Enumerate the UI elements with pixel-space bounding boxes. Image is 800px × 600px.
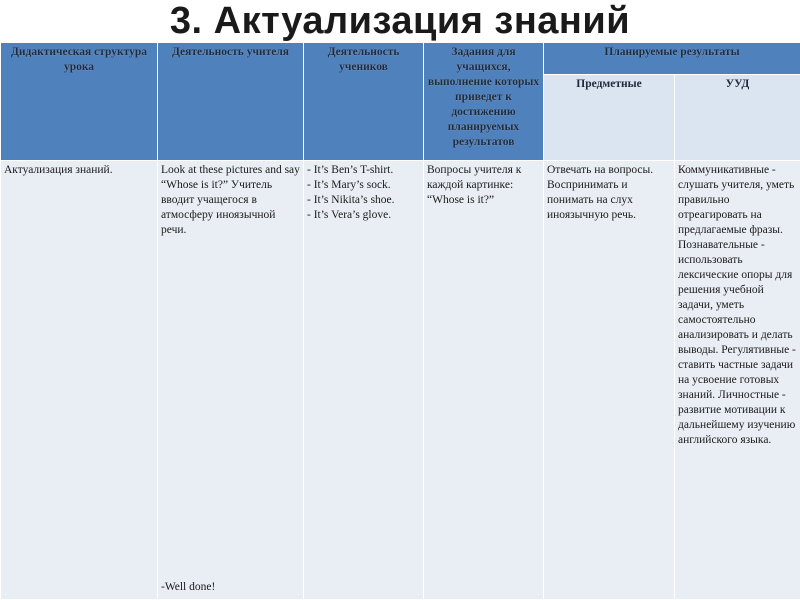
header-subject-results: Предметные (544, 75, 675, 161)
student-answer: - It’s Vera’s glove. (307, 209, 392, 221)
lesson-table (0, 42, 800, 600)
header-uud: УУД (675, 75, 800, 161)
student-answer: - It’s Ben’s T-shirt. (307, 164, 394, 176)
header-tasks: Задания для учащихся, выполнение которых приведет к достижению планируемых результатов (424, 43, 544, 161)
cell-structure: Актуализация знаний. (1, 161, 158, 600)
teacher-activity-text: Look at these pictures and say “Whose is it?” Учитель вводит учащегося в атмосферу иноязычной речи. (161, 164, 300, 236)
header-planned-results: Планируемые результаты (544, 43, 800, 75)
student-answer: - It’s Nikita’s shoe. (307, 194, 395, 206)
header-student-activity: Деятельность учеников (304, 43, 424, 161)
cell-subject-results: Отвечать на вопросы. Воспринимать и понимать на слух иноязычную речь. (544, 161, 675, 600)
header-didactic-structure: Дидактическая структура урока (1, 43, 158, 161)
slide-title: 3. Актуализация знаний (169, 0, 631, 42)
cell-uud: Коммуникативные - слушать учителя, уметь правильно отреагировать на предлагаемые фразы. Познавательные - использовать лексические опоры для решения учебной задачи, уметь самостоятельно анализировать и делать выводы. Регулятивные - ставить частные задачи на усвоение готовых знаний. Личностные - развитие мотивации к дальнейшему изучению английского языка. (675, 161, 800, 600)
cell-student-activity (304, 161, 424, 600)
header-teacher-activity: Деятельность учителя (158, 43, 304, 161)
student-answer: - It’s Mary’s sock. (307, 179, 391, 191)
cell-tasks: Вопросы учителя к каждой картинке: “Whose is it?” (424, 161, 544, 600)
teacher-praise-text: -Well done! (161, 581, 216, 593)
cell-teacher-activity (158, 161, 304, 600)
